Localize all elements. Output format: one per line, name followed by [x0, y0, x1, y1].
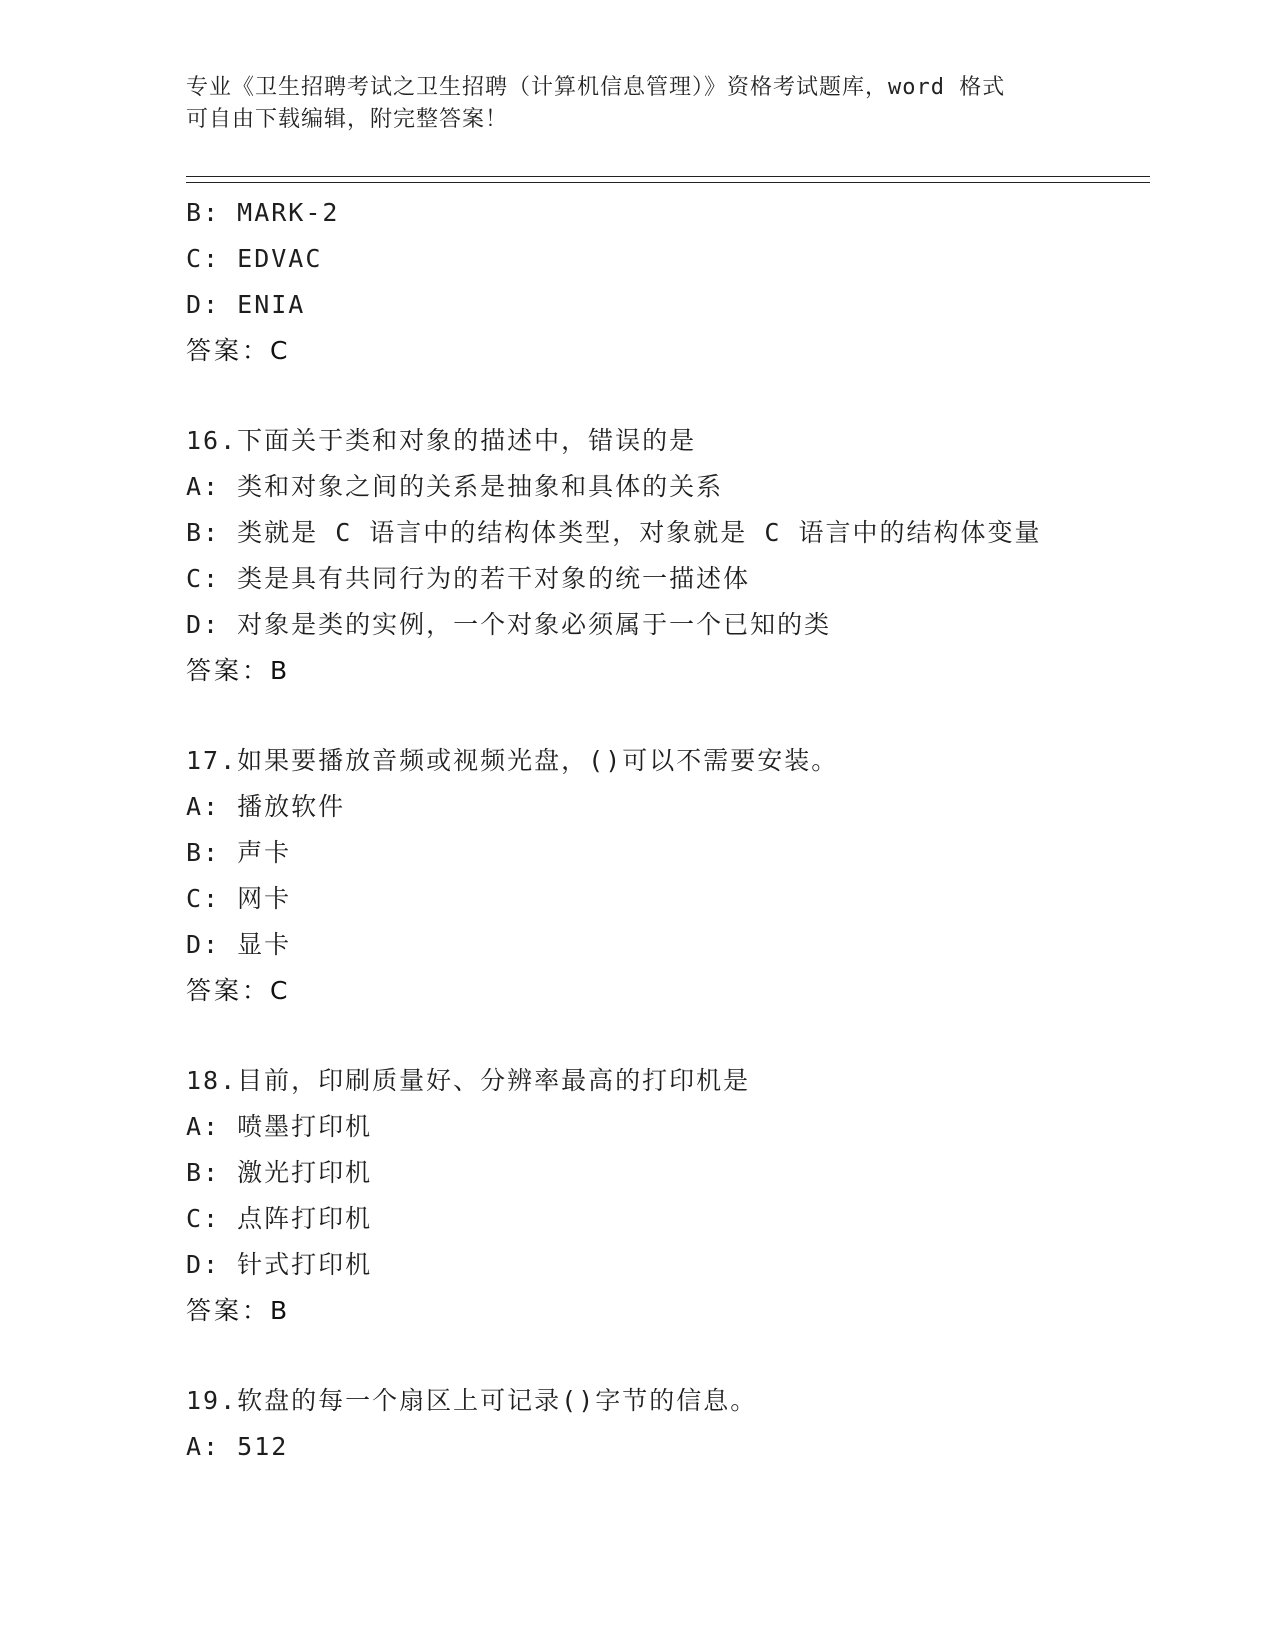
option-b: B: 声卡 [186, 838, 292, 867]
answer: 答案：C [186, 336, 291, 365]
option-d: D: ENIA [186, 290, 306, 319]
question-list [186, 190, 1146, 1470]
header-divider-bottom [186, 182, 1150, 183]
question-text: 16.下面关于类和对象的描述中，错误的是 [186, 426, 697, 455]
question-text: 18.目前，印刷质量好、分辨率最高的打印机是 [186, 1066, 751, 1095]
answer: 答案：C [186, 976, 291, 1005]
option-c: C: 点阵打印机 [186, 1204, 373, 1233]
header-divider-top [186, 176, 1150, 177]
option-b: B: MARK-2 [186, 198, 340, 227]
option-b: B: 激光打印机 [186, 1158, 373, 1187]
option-d: D: 显卡 [186, 930, 292, 959]
option-a: A: 512 [186, 1432, 289, 1461]
option-a: A: 喷墨打印机 [186, 1112, 373, 1141]
option-a: A: 播放软件 [186, 792, 346, 821]
question-19 [186, 1378, 1146, 1470]
question-text: 19.软盘的每一个扇区上可记录()字节的信息。 [186, 1386, 758, 1415]
question-15 [186, 190, 1146, 374]
answer: 答案：B [186, 656, 291, 685]
option-c: C: EDVAC [186, 244, 323, 273]
question-18 [186, 1058, 1146, 1334]
option-b: B: 类就是 C 语言中的结构体类型，对象就是 C 语言中的结构体变量 [186, 518, 1042, 547]
question-16 [186, 418, 1146, 694]
option-a: A: 类和对象之间的关系是抽象和具体的关系 [186, 472, 724, 501]
answer: 答案：B [186, 1296, 291, 1325]
question-17 [186, 738, 1146, 1014]
option-c: C: 类是具有共同行为的若干对象的统一描述体 [186, 564, 751, 593]
option-d: D: 针式打印机 [186, 1250, 373, 1279]
header-line-2: 可自由下载编辑，附完整答案！ [186, 107, 509, 132]
question-text: 17.如果要播放音频或视频光盘，()可以不需要安装。 [186, 746, 839, 775]
option-d: D: 对象是类的实例，一个对象必须属于一个已知的类 [186, 610, 832, 639]
document-header [186, 72, 1066, 136]
header-line-1: 专业《卫生招聘考试之卫生招聘（计算机信息管理）》资格考试题库，word 格式 [186, 75, 1006, 100]
option-c: C: 网卡 [186, 884, 292, 913]
